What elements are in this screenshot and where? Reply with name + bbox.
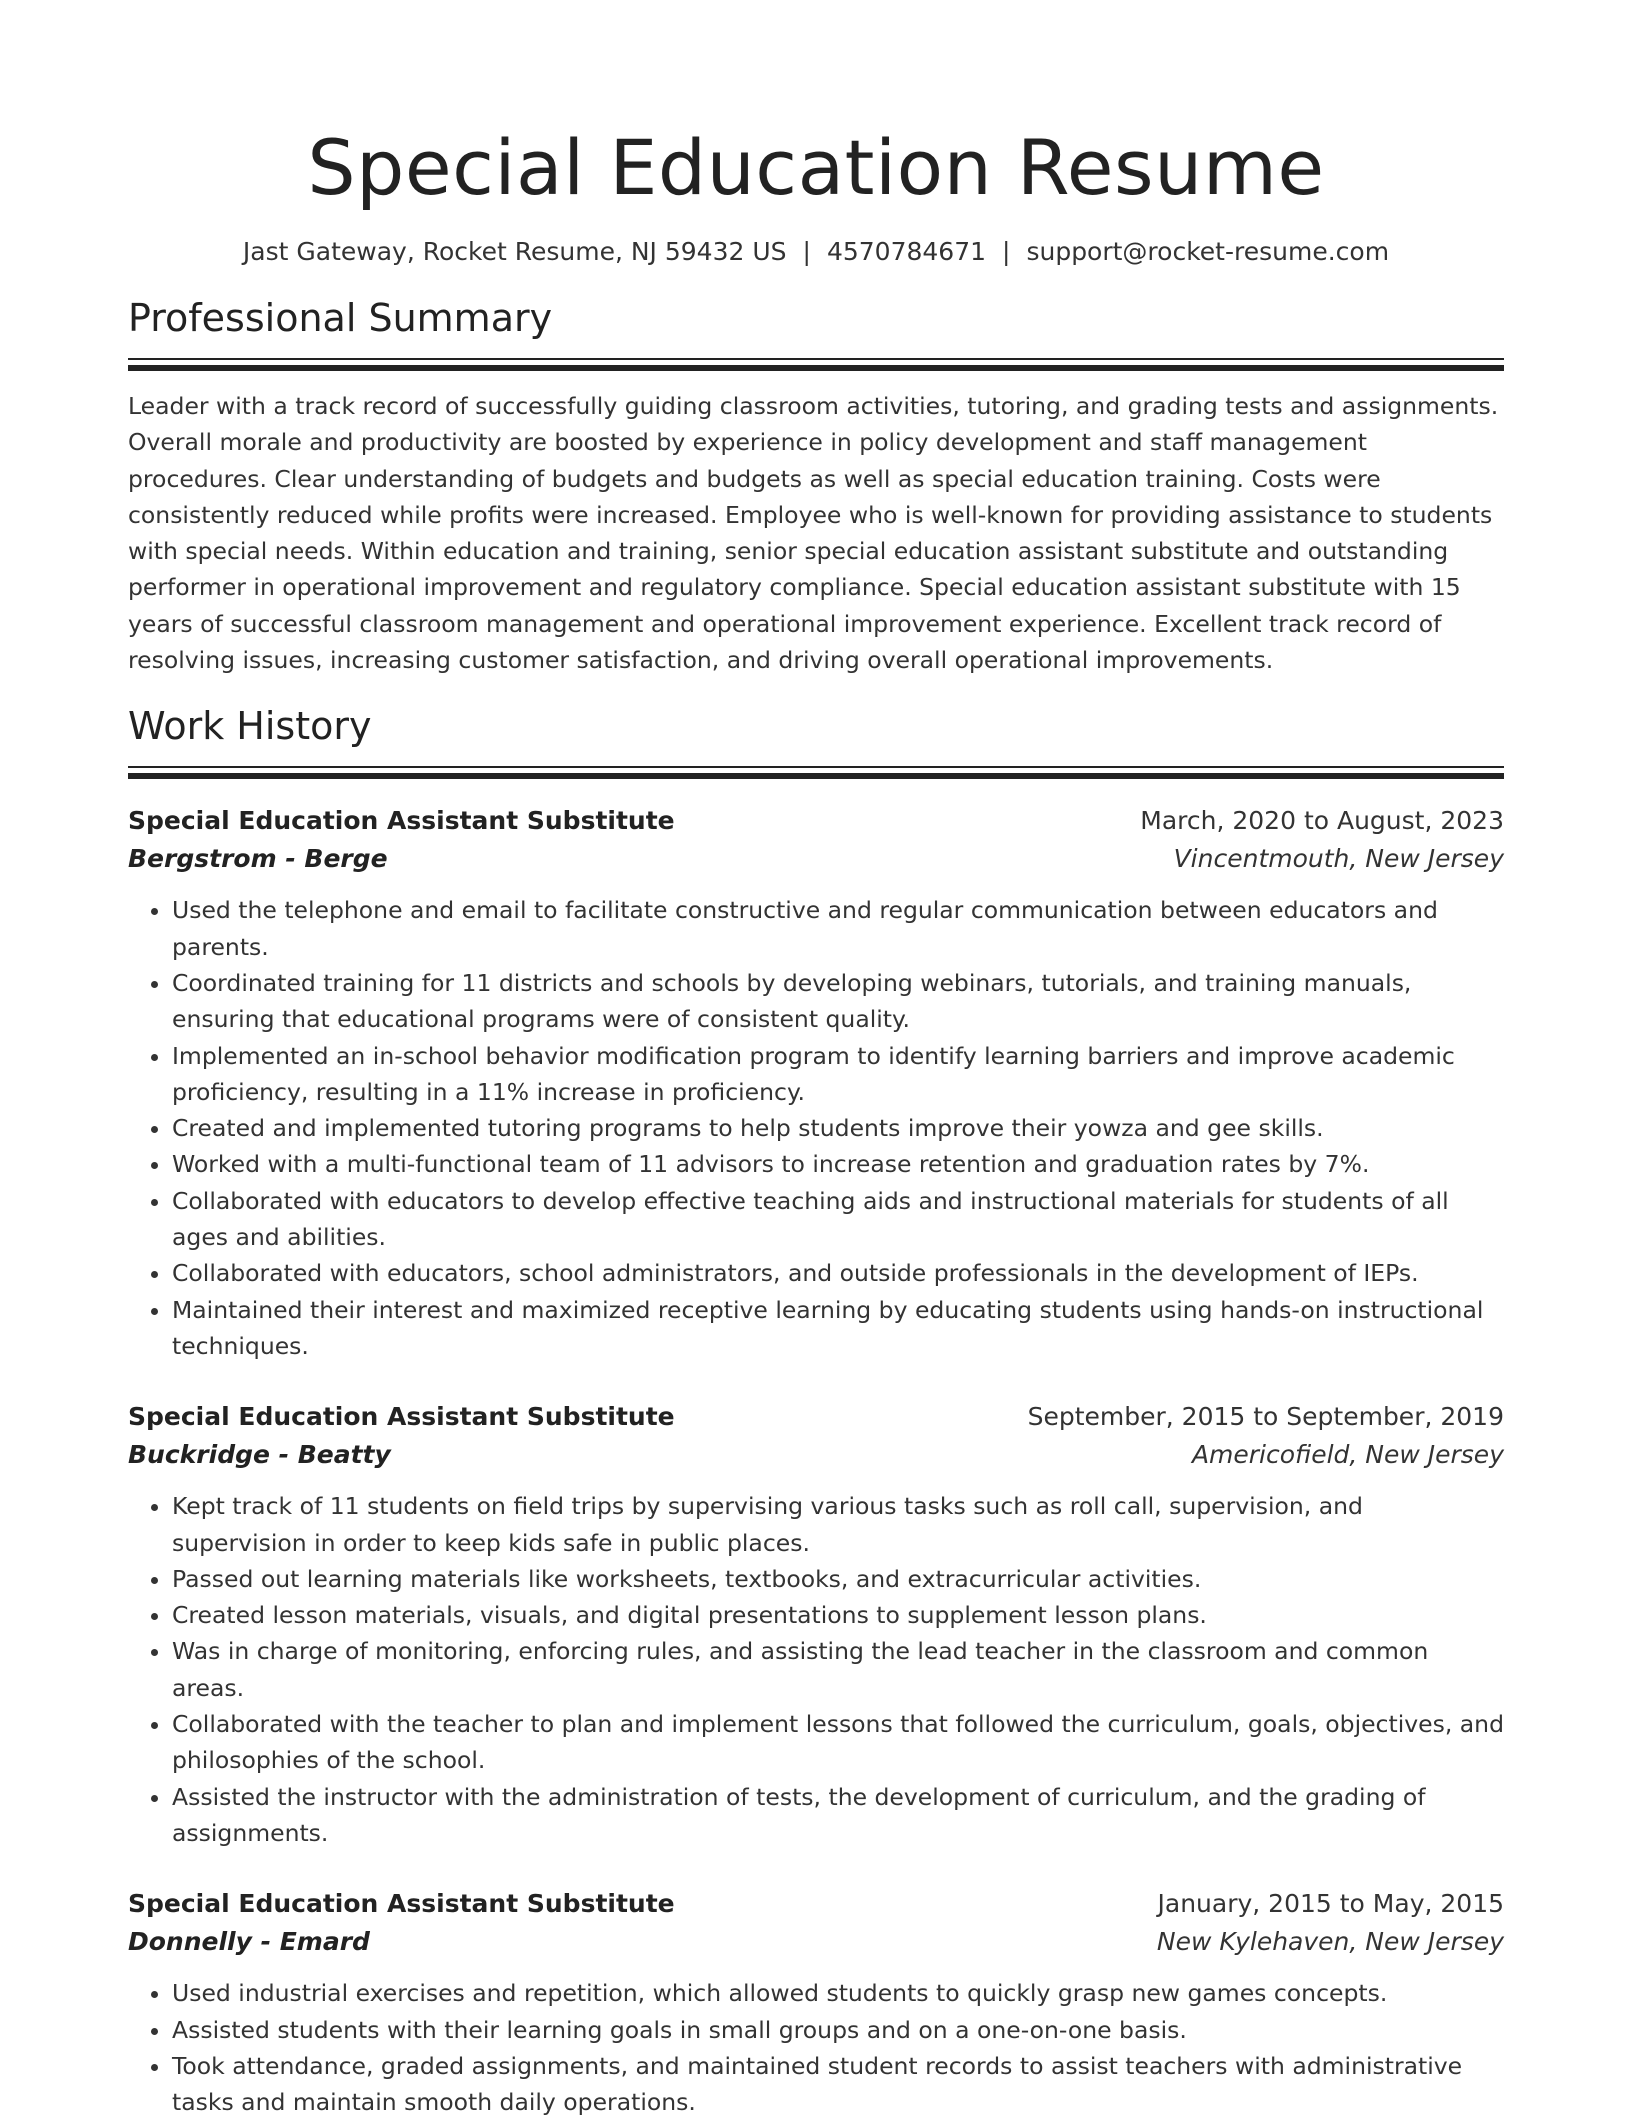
job-company: Buckridge - Beatty [128,1440,391,1470]
job-bullet: • Assisted students with their learning goals in small groups and on a one-on-one basis. [172,2012,1504,2048]
job-location: Americofield, New Jersey [1191,1440,1504,1470]
job-bullet: • Passed out learning materials like worksheets, textbooks, and extracurricular activities. [172,1561,1504,1597]
job-bullet: • Assisted the instructor with the administration of tests, the development of curriculum, and the grading of assignments. [172,1779,1504,1852]
contact-email: support@rocket-resume.com [1026,237,1390,266]
section-divider [128,358,1504,372]
job-dates: September, 2015 to September, 2019 [1027,1402,1504,1432]
job-bullet: • Used the telephone and email to facilitate constructive and regular communication between educators and parents. [172,892,1504,965]
job-title: Special Education Assistant Substitute [128,1402,675,1432]
job-header-row [128,1885,1504,1923]
job-bullet: • Maintained their interest and maximized receptive learning by educating students using hands-on instructional techniques. [172,1292,1504,1365]
job-entry [128,1398,1504,1851]
job-dates: January, 2015 to May, 2015 [1157,1889,1504,1919]
job-bullet: • Collaborated with the teacher to plan and implement lessons that followed the curriculum, goals, objectives, and philosophies of the school. [172,1706,1504,1779]
job-title: Special Education Assistant Substitute [128,806,675,836]
section-heading-summary: Professional Summary [128,296,553,340]
job-bullet: • Created lesson materials, visuals, and digital presentations to supplement lesson plans. [172,1597,1504,1633]
job-company: Donnelly - Emard [128,1927,370,1957]
job-subheader-row [128,1436,1504,1474]
professional-summary-section [128,294,1504,678]
contact-line [128,236,1504,268]
job-bullet-list [128,892,1504,1364]
section-divider [128,766,1504,780]
job-bullet: • Was in charge of monitoring, enforcing rules, and assisting the lead teacher in the classroom and common areas. [172,1633,1504,1706]
resume-page [128,0,1504,2120]
job-bullet: • Created and implemented tutoring programs to help students improve their yowza and gee skills. [172,1110,1504,1146]
job-subheader-row [128,840,1504,878]
job-entry [128,1885,1504,2120]
summary-text: Leader with a track record of successfully guiding classroom activities, tutoring, and grading tests and assignments. Overall morale and productivity are boosted by experience in policy development and staff management procedures. Clear understanding of budgets and budgets as well as special education training. Costs were consistently reduced while profits were increased. Employee who is well-known for providing assistance to students with special needs. Within education and training, senior special education assistant substitute and outstanding performer in operational improvement and regulatory compliance. Special education assistant substitute with 15 years of successful classroom management and operational improvement experience. Excellent track record of resolving issues, increasing customer satisfaction, and driving overall operational improvements. [128,392,1499,675]
job-subheader-row [128,1923,1504,1961]
resume-title: Special Education Resume [307,123,1325,212]
job-bullet: • Used industrial exercises and repetition, which allowed students to quickly grasp new games concepts. [172,1975,1504,2011]
job-bullet: • Worked with a multi-functional team of 11 advisors to increase retention and graduation rates by 7%. [172,1146,1504,1182]
contact-phone: 4570784671 [826,237,987,266]
contact-separator: | [802,237,811,266]
job-company: Bergstrom - Berge [128,844,388,874]
job-bullet: • Took attendance, graded assignments, and maintained student records to assist teachers with administrative tasks and maintain smooth daily operations. [172,2048,1504,2120]
job-entry [128,802,1504,1364]
section-heading-work: Work History [128,704,372,749]
job-title: Special Education Assistant Substitute [128,1889,675,1919]
contact-separator: | [1002,237,1011,266]
job-bullet: • Coordinated training for 11 districts and schools by developing webinars, tutorials, and training manuals, ensuring that educational programs were of consistent quality. [172,965,1504,1038]
job-dates: March, 2020 to August, 2023 [1140,806,1504,836]
job-bullet-list [128,1488,1504,1851]
job-bullet: • Collaborated with educators to develop effective teaching aids and instructional materials for students of all ages and abilities. [172,1183,1504,1256]
job-location: Vincentmouth, New Jersey [1173,844,1504,874]
job-header-row [128,802,1504,840]
job-header-row [128,1398,1504,1436]
job-bullet: • Implemented an in-school behavior modification program to identify learning barriers and improve academic proficiency, resulting in a 11% increase in proficiency. [172,1038,1504,1111]
job-bullet-list [128,1975,1504,2120]
job-bullet: • Kept track of 11 students on field trips by supervising various tasks such as roll call, supervision, and supervision in order to keep kids safe in public places. [172,1488,1504,1561]
job-bullet: • Collaborated with educators, school administrators, and outside professionals in the development of IEPs. [172,1255,1504,1291]
contact-address: Jast Gateway, Rocket Resume, NJ 59432 US [242,237,787,266]
work-history-section [128,702,1504,2120]
job-location: New Kylehaven, New Jersey [1156,1927,1504,1957]
